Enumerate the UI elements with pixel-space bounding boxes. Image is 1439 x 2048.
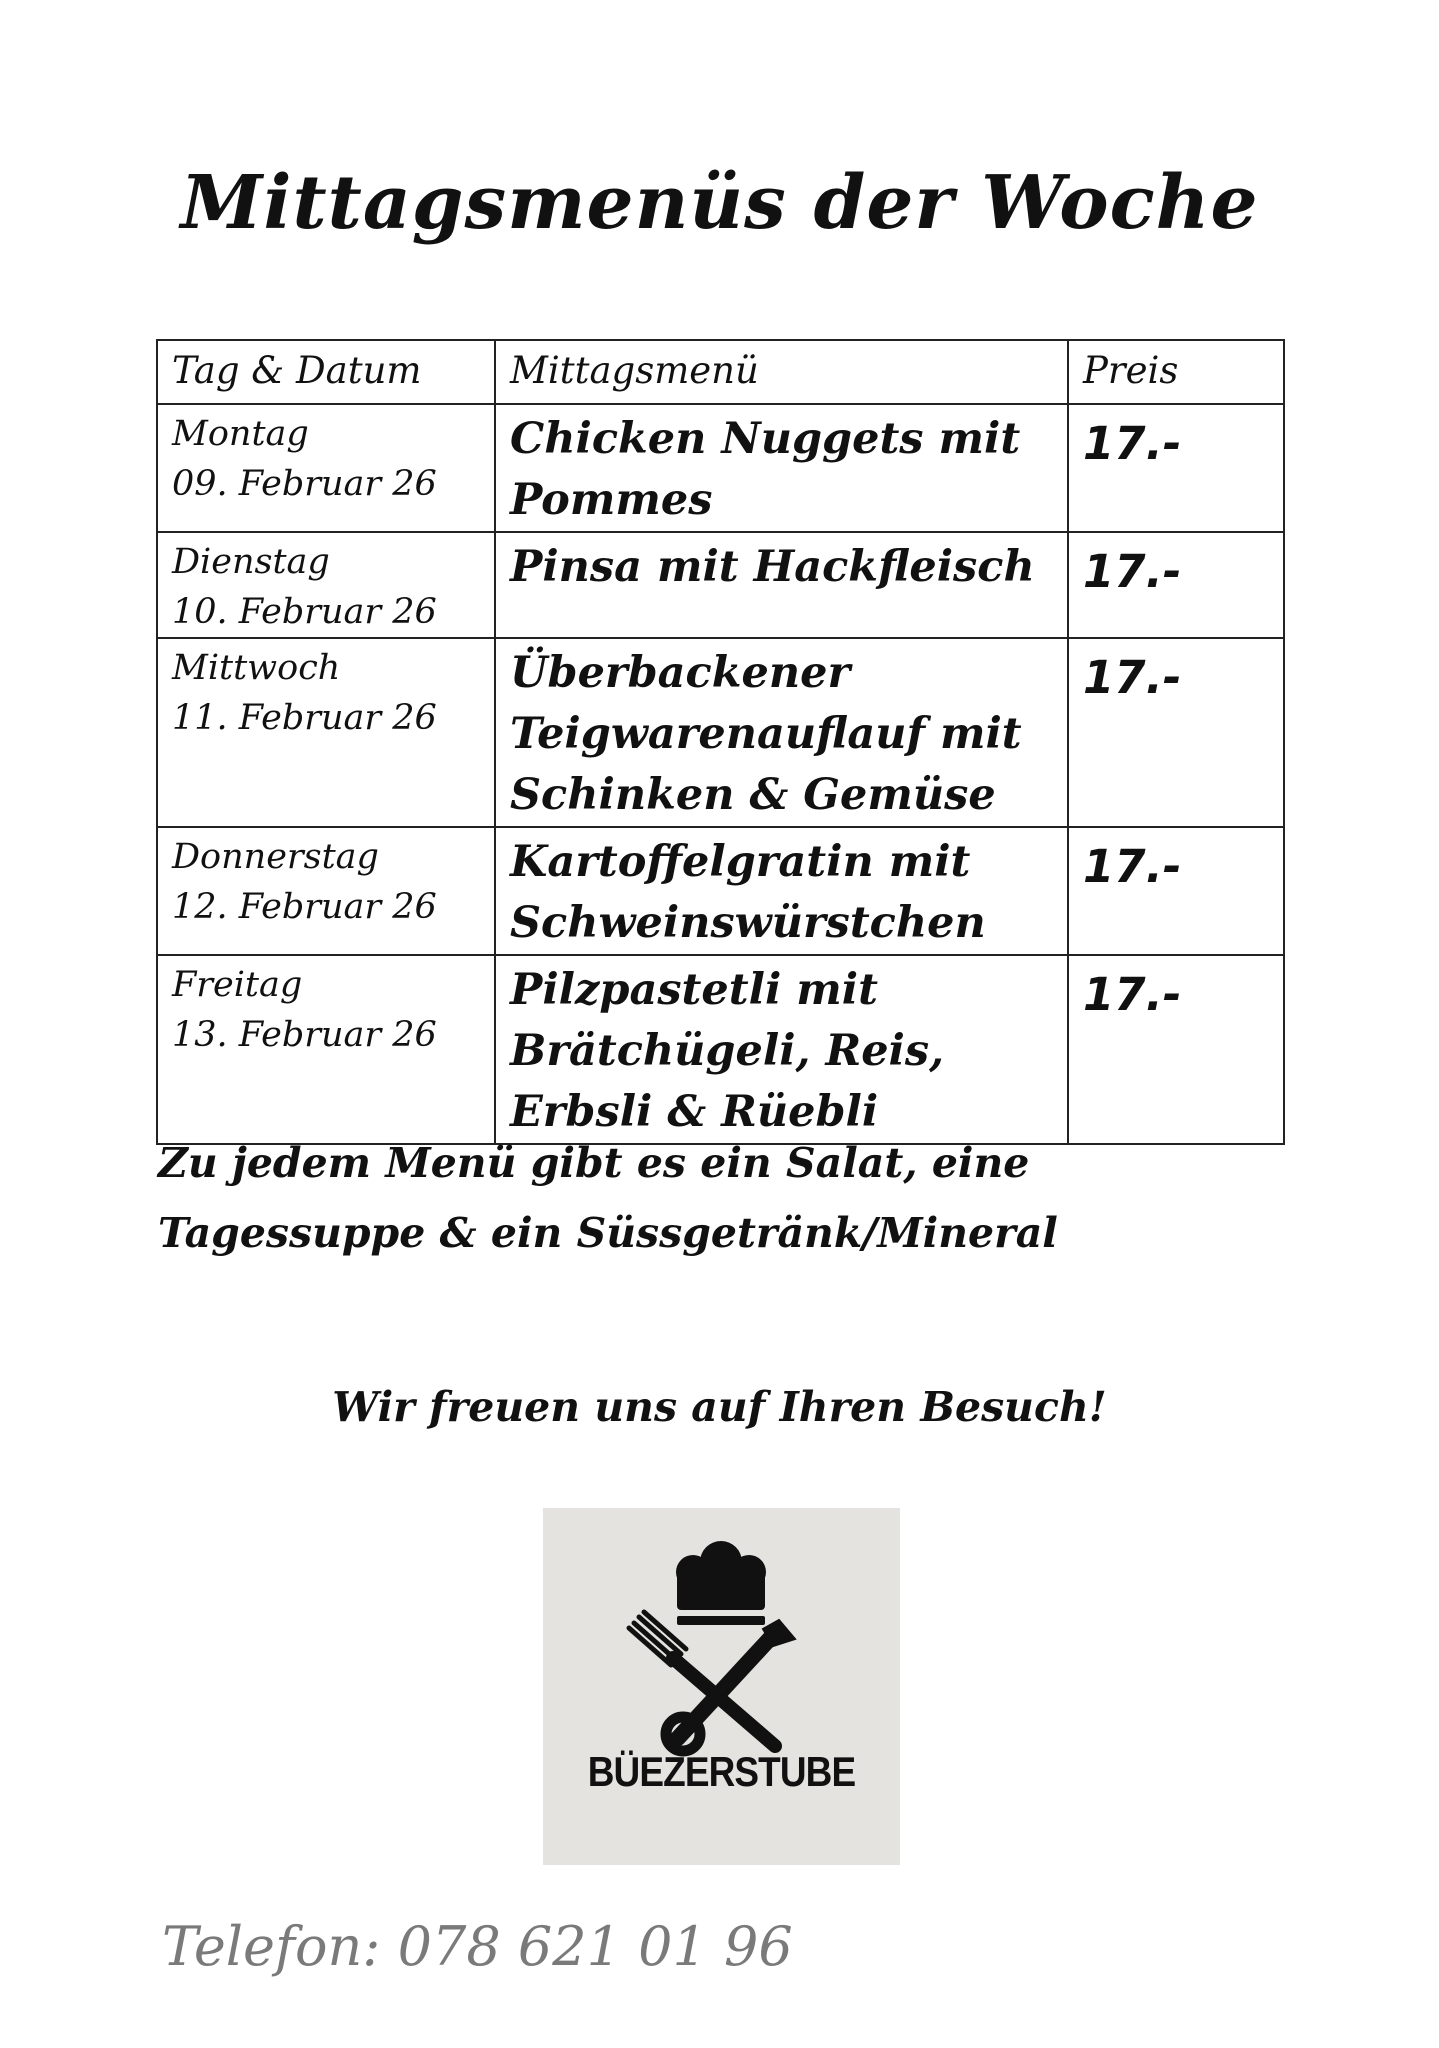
dish-name: Kartoffelgratin mit Schweinswürstchen (510, 837, 986, 948)
date: 13. Februar 26 (172, 1015, 437, 1055)
table-row (157, 827, 1284, 955)
header-day-date: Tag & Datum (157, 340, 495, 404)
date: 09. Februar 26 (172, 464, 437, 504)
day-cell (157, 638, 495, 827)
closing-message: Wir freuen uns auf Ihren Besuch! (332, 1383, 1107, 1431)
price-cell (1068, 638, 1284, 827)
dish-cell (495, 532, 1068, 638)
dish-cell (495, 955, 1068, 1144)
weekday: Freitag (172, 965, 303, 1005)
dish-cell (495, 827, 1068, 955)
price-cell (1068, 827, 1284, 955)
page-title: Mittagsmenüs der Woche (180, 160, 1259, 246)
wrench-icon (666, 1620, 795, 1751)
table-row (157, 532, 1284, 638)
day-cell (157, 827, 495, 955)
price: 17.- (1083, 417, 1182, 470)
price: 17.- (1083, 651, 1182, 704)
date: 10. Februar 26 (172, 592, 437, 632)
header-menu: Mittagsmenü (495, 340, 1068, 404)
dish-name: Chicken Nuggets mit Pommes (510, 414, 1021, 525)
date: 11. Februar 26 (172, 698, 437, 738)
weekday: Mittwoch (172, 648, 341, 688)
price-cell (1068, 532, 1284, 638)
weekday: Donnerstag (172, 837, 379, 877)
logo (543, 1508, 900, 1865)
day-cell (157, 955, 495, 1144)
dish-cell (495, 404, 1068, 532)
price: 17.- (1083, 840, 1182, 893)
menu-note: Zu jedem Menü gibt es ein Salat, eine Tagessuppe & ein Süssgetränk/Mineral (158, 1139, 1058, 1257)
header-price: Preis (1068, 340, 1284, 404)
dish-name: Pinsa mit Hackfleisch (510, 542, 1035, 592)
table-row (157, 404, 1284, 532)
price: 17.- (1083, 545, 1182, 598)
logo-graphic (543, 1508, 900, 1865)
menu-table (156, 339, 1285, 1145)
logo-text: BÜEZERSTUBE (587, 1748, 856, 1795)
table-header-row (157, 340, 1284, 404)
dish-name: Pilzpastetli mit Brätchügeli, Reis, Erbsli & Rüebli (510, 965, 945, 1137)
table-row (157, 638, 1284, 827)
price: 17.- (1083, 968, 1182, 1021)
day-cell (157, 404, 495, 532)
chef-hat-icon (676, 1541, 766, 1625)
table-row (157, 955, 1284, 1144)
day-cell (157, 532, 495, 638)
phone-number: Telefon: 078 621 01 96 (162, 1915, 793, 1978)
dish-name: Überbackener Teigwarenauflauf mit Schinken & Gemüse (510, 648, 1022, 820)
dish-cell (495, 638, 1068, 827)
price-cell (1068, 955, 1284, 1144)
weekday: Montag (172, 414, 309, 454)
date: 12. Februar 26 (172, 887, 437, 927)
price-cell (1068, 404, 1284, 532)
weekday: Dienstag (172, 542, 330, 582)
